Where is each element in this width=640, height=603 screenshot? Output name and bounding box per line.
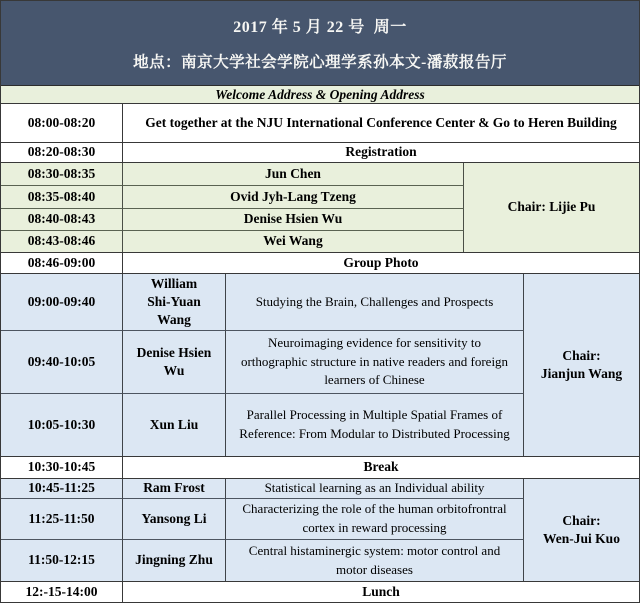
talk-title-cell: Studying the Brain, Challenges and Prospects: [226, 274, 524, 331]
talk-title-cell: Characterizing the role of the human orbitofrontral cortex in reward processing: [226, 499, 524, 540]
time-cell: 12:-15-14:00: [1, 582, 123, 602]
time-cell: 08:30-08:35: [1, 163, 123, 186]
event-label-cell: Break: [363, 459, 399, 475]
time-cell: 08:35-08:40: [1, 186, 123, 209]
time-cell: 11:50-12:15: [1, 540, 123, 581]
time-cell: 10:30-10:45: [1, 457, 123, 478]
schedule-row-break: [1, 457, 639, 479]
session-banner: [1, 86, 639, 104]
session-banner-label: Welcome Address & Opening Address: [215, 86, 425, 102]
chair-name: Jianjun Wang: [540, 366, 623, 381]
chair-label: Chair:: [562, 347, 601, 363]
chair-cell: Chair: Lijie Pu: [507, 199, 596, 215]
table-header: [1, 1, 639, 86]
speaker-cell: Yansong Li: [123, 499, 226, 540]
time-cell: 08:46-09:00: [1, 253, 123, 273]
speaker-cell: Denise Hsien Wu: [123, 331, 226, 394]
time-cell: 10:45-11:25: [1, 479, 123, 499]
chair-name: Wen‑Jui Kuo: [543, 531, 620, 546]
speaker-cell: Jun Chen: [123, 163, 464, 186]
talk-title-cell: Central histaminergic system: motor control and motor diseases: [226, 540, 524, 581]
event-label-cell: Get together at the NJU International Conference Center & Go to Heren Building: [145, 114, 617, 130]
chair-cell: [524, 274, 639, 456]
time-cell: 08:43-08:46: [1, 231, 123, 252]
event-label-cell: Group Photo: [343, 254, 419, 270]
speaker-cell: William Shi‑Yuan Wang: [123, 274, 226, 331]
time-cell: 08:40-08:43: [1, 209, 123, 231]
time-cell: 11:25-11:50: [1, 499, 123, 540]
chair-label: Chair:: [562, 512, 601, 528]
schedule-row-group-photo: [1, 253, 639, 274]
chair-cell: [524, 479, 639, 581]
time-cell: 08:00-08:20: [1, 104, 123, 142]
talk-title-cell: Neuroimaging evidence for sensitivity to orthographic structure in native readers and foreign learners of Chinese: [226, 331, 524, 394]
speaker-cell: Ram Frost: [123, 479, 226, 499]
time-cell: 09:40-10:05: [1, 331, 123, 394]
talk-title-cell: Statistical learning as an Individual ability: [226, 479, 524, 499]
morning-session-2-block: [1, 479, 639, 582]
schedule-row-registration: [1, 143, 639, 163]
time-cell: 09:00-09:40: [1, 274, 123, 331]
event-label-cell: Registration: [345, 144, 417, 160]
speaker-cell: Ovid Jyh-Lang Tzeng: [123, 186, 464, 209]
speaker-cell: Xun Liu: [123, 394, 226, 456]
speaker-cell: Denise Hsien Wu: [123, 209, 464, 231]
time-cell: 08:20-08:30: [1, 143, 123, 162]
schedule-row-lunch: [1, 582, 639, 603]
event-label-cell: Lunch: [362, 583, 400, 599]
time-cell: 10:05-10:30: [1, 394, 123, 456]
talk-title-cell: Parallel Processing in Multiple Spatial Frames of Reference: From Modular to Distributed Processing: [226, 394, 524, 456]
opening-session-block: [1, 163, 639, 253]
speaker-cell: Jingning Zhu: [123, 540, 226, 581]
schedule-row-get-together: [1, 104, 639, 143]
morning-session-1-block: [1, 274, 639, 457]
venue-title: 地点：南京大学社会学院心理学系孙本文-潘菽报告厅: [133, 54, 507, 71]
speaker-cell: Wei Wang: [123, 231, 464, 252]
date-title: 2017 年 5 月 22 号 周一: [233, 19, 407, 36]
